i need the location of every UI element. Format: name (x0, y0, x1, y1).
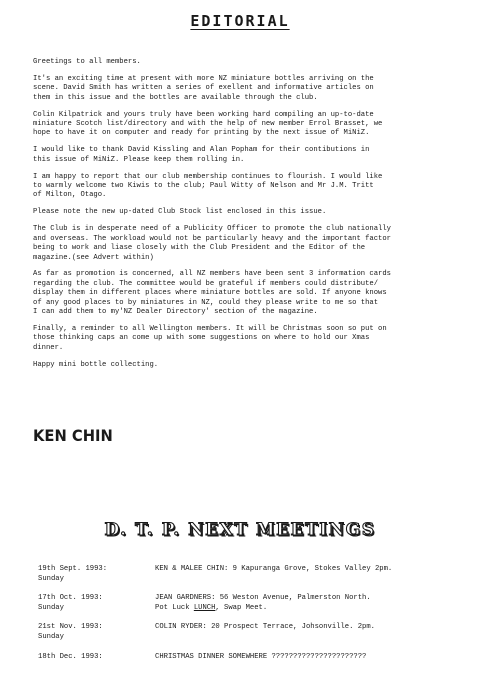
editorial-body (33, 58, 453, 378)
paragraph-thanks: I would like to thank David Kissling and Alan Popham for their contibutions in this issue of MiNiZ. Please keep them rolling in. (33, 146, 370, 164)
paragraph-scotch-list: Colin Kilpatrick and yours truly have been working hard compiling an up-to-date miniature Scotch list/directory and with the help of new member Errol Brasset, we hope to have it on computer and ready for printing by the next issue of MiNiZ. (33, 110, 383, 138)
editorial-title: EDITORIAL (190, 12, 290, 30)
meeting-date: 19th Sept. 1993: Sunday (38, 565, 108, 583)
meeting-details-text-end: , Swap Meet. (215, 603, 268, 612)
meeting-row (38, 653, 458, 663)
meeting-details: CHRISTMAS DINNER SOMEWHERE ?????????????????????? (155, 652, 367, 661)
paragraph-greeting: Greetings to all members. (33, 58, 141, 66)
meeting-details-text: JEAN GARDNERS: 56 Weston Avenue, Palmerston North. Pot Luck (155, 594, 371, 612)
paragraph-publicity: The Club is in desperate need of a Publicity Officer to promote the club nationally and overseas. The workload would not be particularly heavy and the important factor being to work and liase closely with the Club President and the Editor of the magazine.(see Advert within) (33, 225, 391, 262)
paragraph-signoff: Happy mini bottle collecting. (33, 360, 159, 369)
paragraph-new-bottles: It's an exciting time at present with more NZ miniature bottles arriving on the scene. David Smith has written a series of exellent and informative articles on them in this issue and the bottles are available through the club. (33, 74, 374, 102)
editorial-heading (0, 12, 480, 30)
meeting-row (38, 594, 458, 613)
signature: KEN CHIN (33, 426, 113, 445)
meeting-details: KEN & MALEE CHIN: 9 Kapuranga Grove, Stokes Valley 2pm. (155, 565, 393, 573)
meeting-row (38, 565, 458, 584)
meeting-row (38, 623, 458, 642)
meetings-list (38, 565, 458, 672)
paragraph-membership: I am happy to report that our club membership continues to flourish. I would like to warmly welcome two Kiwis to the club; Paul Witty of Nelson and Mr J.M. Tritt of Milton, Otago. (33, 172, 383, 200)
meeting-details: COLIN RYDER: 20 Prospect Terrace, Johsonville. 2pm. (155, 623, 375, 632)
meeting-date: 17th Oct. 1993: Sunday (38, 594, 103, 612)
paragraph-stock-list: Please note the new up-dated Club Stock list enclosed in this issue. (33, 208, 327, 217)
meeting-date: 18th Dec. 1993: (38, 652, 103, 661)
meetings-heading: D. T. P. NEXT MEETINGS (104, 520, 376, 540)
paragraph-promotion: As far as promotion is concerned, all NZ members have been sent 3 information cards regarding the club. The committee would be grateful if members could distribute/ display them in different places where miniature bottles are sold. If anyone knows of any good places to by miniatures in NZ, could they please write to me so that I can add them to my'NZ Dealer Directory' section of the magazine. (33, 270, 391, 317)
lunch-emphasis: LUNCH (193, 603, 216, 612)
paragraph-christmas: Finally, a reminder to all Wellington members. It will be Christmas soon so put on those thinking caps an come up with some suggestions on where to hold our Xmas dinner. (33, 324, 387, 352)
meeting-date: 21st Nov. 1993: Sunday (38, 623, 103, 641)
meeting-details (155, 594, 458, 613)
